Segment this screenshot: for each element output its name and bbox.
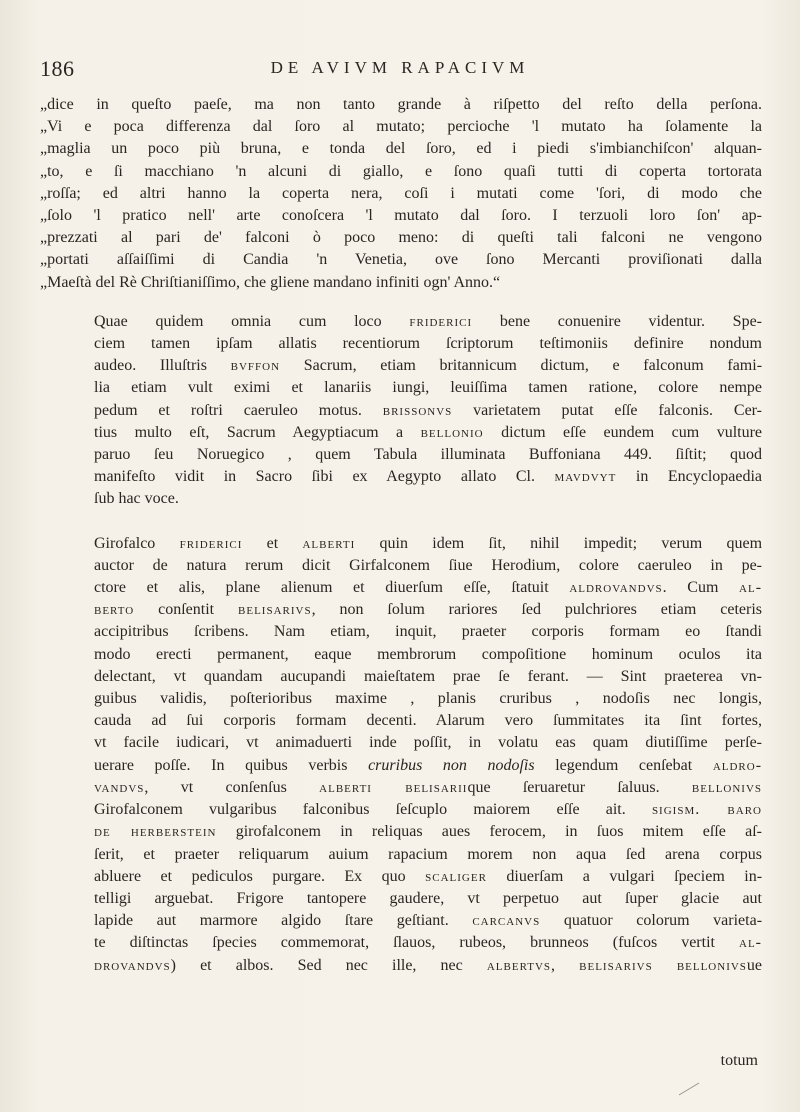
paragraph-sacrum bbox=[40, 311, 762, 511]
quote-line: „roſſa; ed altri hanno la coperta nera, coſi i mutati come 'ſori, di modo che bbox=[40, 184, 762, 202]
paragraph-girofalco bbox=[40, 533, 762, 977]
quote-line: „maglia un poco più bruna, e tonda del ſoro, ed i piedi s'imbianchiſcon' alquan- bbox=[40, 140, 762, 158]
quote-line: „ſolo 'l pratico nell' arte conoſcera 'l mutato dal ſoro. I terzuoli loro ſon' ap- bbox=[40, 207, 762, 225]
text-line: ſerit, et praeter reliquarum auium rapacium morem non aqua ſed arena corpus bbox=[94, 845, 762, 863]
text-line: ctore et alis, plane alienum et diuerſum eſſe, ſtatuit aldrovandvs. Cum al- bbox=[94, 579, 763, 597]
text-line: vt facile iudicari, vt animaduerti inde poſſit, in volatu eas quam diutiſſime perſe- bbox=[94, 734, 762, 752]
catchword: totum bbox=[720, 1052, 758, 1069]
text-line: Girofalconem vulgaribus falconibus ſeſcuplo maiorem eſſe ait. sigism. baro bbox=[94, 801, 762, 819]
text-line: de herberstein girofalconem in reliquas aues ferocem, in ſuos mitem eſſe aſ- bbox=[94, 823, 762, 841]
author-name: alberti belisarii bbox=[319, 778, 468, 796]
text-line: audeo. Illuſtris bvffon Sacrum, etiam britannicum dictum, e falconum fami- bbox=[94, 357, 763, 375]
text-line: ciem tamen ipſam allatis recentiorum ſcriptorum teſtimoniis definire nondum bbox=[94, 335, 762, 353]
author-name: bellonivs bbox=[691, 778, 763, 796]
italic-phrase: cruribus non nodoſis bbox=[368, 756, 535, 774]
text-line: ſub hac voce. bbox=[94, 490, 179, 508]
text-line: berto conſentit belisarivs, non ſolum rariores ſed pulchriores etiam ceteris bbox=[94, 601, 763, 619]
text-line: auctor de natura rerum dicit Girfalconem ſiue Herodium, colore caeruleo in pe- bbox=[94, 556, 762, 574]
text-line: Quae quidem omnia cum loco friderici bene conuenire videntur. Spe- bbox=[94, 312, 762, 330]
text-line: lapide aut marmore algido ſtare geſtiant. carcanvs quatuor colorum varieta- bbox=[94, 912, 763, 930]
author-name: aldrovandvs bbox=[569, 579, 663, 597]
quote-line: „Maeſtà del Rè Chriſtianiſſimo, che gliene mandano infiniti ogn' Anno.“ bbox=[40, 273, 501, 291]
text-line: manifeſto vidit in Sacro ſibi ex Aegypto allato Cl. mavdvyt in Encyclopaedia bbox=[94, 468, 763, 486]
author-name: vandvs bbox=[94, 778, 145, 796]
text-line: telligi arguebat. Frigore tantopere gaudere, vt perpetuo aut ſuper glacie aut bbox=[94, 889, 762, 907]
text-line: Girofalco friderici et alberti quin idem ſit, nihil impedit; verum quem bbox=[94, 534, 763, 552]
text-line: tius multo eſt, Sacrum Aegyptiacum a bellonio dictum eſſe eundem cum vulture bbox=[94, 423, 763, 441]
author-name: albertvs bbox=[486, 956, 552, 974]
page-header bbox=[40, 56, 760, 86]
quote-line: „dice in queſto paeſe, ma non tanto grande à riſpetto del reſto della perſona. bbox=[40, 96, 762, 113]
text-line: uerare poſſe. In quibus verbis cruribus non nodoſis legendum cenſebat aldro- bbox=[94, 756, 763, 774]
text-line: guibus validis, poſterioribus maxime , planis cruribus , nodoſis nec longis, bbox=[94, 690, 762, 708]
text-line: accipitribus ſcribens. Nam etiam, inquit, praeter corporis formam eo ſtandi bbox=[94, 623, 762, 641]
author-name: scaliger bbox=[425, 867, 487, 885]
text-line: pedum et roſtri caeruleo motus. brissonvs varietatem putat eſſe falconis. Cer- bbox=[94, 401, 763, 419]
author-name: bellonivs bbox=[676, 956, 747, 974]
author-name: friderici bbox=[179, 534, 243, 552]
author-name: drovandvs bbox=[94, 956, 171, 974]
text-line: paruo ſeu Noruegico , quem Tabula illuminata Buffoniana 449. ſiſtit; quod bbox=[94, 446, 762, 464]
text-line: delectant, vt quandam aucupandi maieſtatem prae ſe ferant. — Sint praeterea vn- bbox=[94, 667, 762, 685]
text-line: vandvs, vt conſenſus alberti belisariique ſeruaretur ſaluus. bellonivs bbox=[94, 778, 763, 796]
author-name: de herberstein bbox=[94, 823, 217, 841]
quote-line: „portati aſſaiſſimi di Candia 'n Venetia, ove ſono Mercanti proviſionati dalla bbox=[40, 251, 762, 269]
text-line: lia etiam vult eximi et lanariis iungi, leuiſſima tamen ratione, colore nempe bbox=[94, 379, 762, 397]
running-head: DE AVIVM RAPACIVM bbox=[270, 58, 530, 77]
author-name: friderici bbox=[409, 312, 473, 330]
author-name: bellonio bbox=[420, 423, 484, 441]
author-name: carcanvs bbox=[472, 912, 541, 930]
author-name: brissonvs bbox=[382, 401, 453, 419]
author-name: belisarivs bbox=[579, 956, 653, 974]
quote-line: „prezzati al pari de' falconi ò poco meno: di queſti tali falconi ne vengono bbox=[40, 229, 762, 247]
text-line: cauda ad ſui corporis formam decenti. Alarum vero ſummitates ita ſint fortes, bbox=[94, 712, 762, 730]
author-name: al- bbox=[739, 934, 763, 952]
author-name: bvffon bbox=[230, 357, 281, 375]
body-text bbox=[40, 94, 762, 999]
page-number: 186 bbox=[40, 56, 75, 81]
author-name: al- bbox=[739, 579, 763, 597]
author-name: belisarivs bbox=[238, 601, 312, 619]
quote-line: „Vi e poca differenza dal ſoro al mutato; percioche 'l mutato ha ſolamente la bbox=[40, 118, 762, 136]
stray-ink-mark bbox=[678, 1082, 700, 1096]
text-line: drovandvs) et albos. Sed nec ille, nec albertvs, belisarivs bellonivsue bbox=[94, 956, 763, 974]
author-name: mavdvyt bbox=[554, 468, 617, 486]
author-name: aldro- bbox=[712, 756, 763, 774]
quote-line: „to, e ſi macchiano 'n alcuni di giallo, e ſono quaſi tutti di coperta tortorata bbox=[40, 162, 762, 180]
author-name: alberti bbox=[302, 534, 356, 552]
italian-quote bbox=[40, 94, 762, 294]
author-name: berto bbox=[94, 601, 135, 619]
author-name: sigism. baro bbox=[651, 801, 762, 819]
text-line: abluere et pediculos purgare. Ex quo scaliger diuerſam a vulgari ſpeciem in- bbox=[94, 867, 763, 885]
text-line: modo erecti permanent, eaque membrorum compoſitione hominum oculos ita bbox=[94, 645, 762, 663]
text-line: te diſtinctas ſpecies commemorat, ſlauos, rubeos, brunneos (fuſcos vertit al- bbox=[94, 934, 763, 952]
